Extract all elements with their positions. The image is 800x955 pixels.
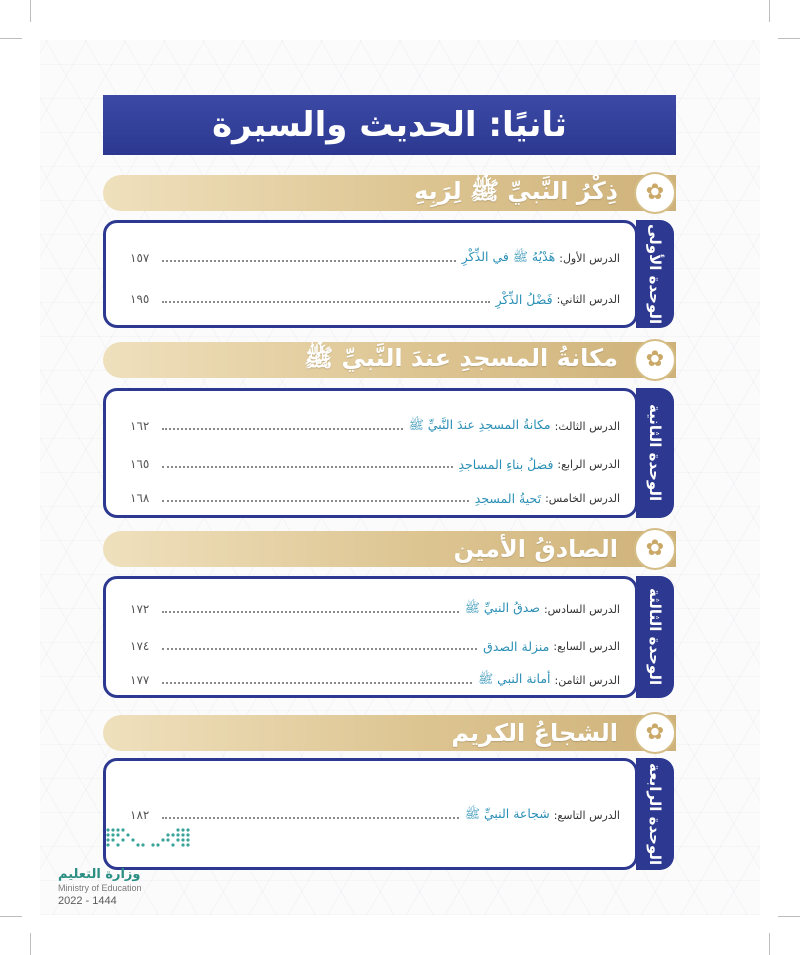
lesson-label: الدرس الثامن: (554, 673, 620, 687)
lesson-box-1 (103, 220, 638, 328)
lesson-row[interactable] (130, 598, 620, 620)
unit-tab-label: الوحدة الثالثة (646, 588, 664, 686)
lesson-title[interactable]: منزلة الصدق (483, 638, 550, 654)
unit-header-1 (103, 175, 676, 211)
dot-leader (162, 466, 453, 468)
dot-leader (162, 500, 469, 502)
lesson-title[interactable]: هَدْيُهُ ﷺ في الذِّكْرِ (461, 248, 556, 264)
lesson-row[interactable] (130, 487, 620, 509)
unit-tab-label: الوحدة الرابعة (646, 762, 664, 866)
lesson-page-number: ١٧٢ (130, 602, 150, 616)
crop-mark (778, 916, 800, 917)
lesson-label: الدرس الرابع: (557, 457, 620, 471)
flower-emblem-icon: ✿ (634, 339, 676, 381)
unit-title: الشجاعُ الكريم (451, 719, 618, 747)
ministry-logo-dots-icon (104, 826, 194, 848)
lesson-page-number: ١٦٥ (130, 457, 150, 471)
dot-leader (162, 648, 477, 650)
crop-mark (769, 933, 770, 955)
crop-mark (30, 933, 31, 955)
unit-tab-2 (636, 388, 674, 518)
crop-mark (0, 916, 22, 917)
lesson-title[interactable]: تَحيةُ المسجدِ (474, 490, 542, 506)
lesson-label: الدرس السادس: (543, 602, 620, 616)
unit-tab-1 (636, 220, 674, 328)
lesson-row[interactable] (130, 669, 620, 691)
lesson-title[interactable]: فَضْلُ الذِّكْرِ (495, 291, 553, 307)
crop-mark (778, 38, 800, 39)
section-title-banner (103, 95, 676, 155)
lesson-page-number: ١٥٧ (130, 251, 150, 265)
unit-title: مكانةُ المسجدِ عندَ النَّبيِّ ﷺ (304, 343, 618, 372)
dot-leader (162, 682, 472, 684)
unit-header-3 (103, 531, 676, 567)
lesson-page-number: ١٦٢ (130, 419, 150, 433)
crop-mark (30, 0, 31, 22)
edition-year: 2022 - 1444 (58, 895, 117, 907)
lesson-title[interactable]: فضلُ بناءِ المساجدِ (458, 456, 554, 472)
lesson-row[interactable] (130, 415, 620, 437)
lesson-label: الدرس السابع: (553, 639, 620, 653)
flower-emblem-icon: ✿ (634, 712, 676, 754)
ministry-name-english: Ministry of Education (58, 883, 142, 893)
lesson-row[interactable] (130, 288, 620, 310)
unit-tab-label: الوحدة الأولى (646, 223, 664, 325)
lesson-page-number: ١٧٤ (130, 639, 150, 653)
crop-mark (769, 0, 770, 22)
lesson-page-number: ١٦٨ (130, 491, 150, 505)
lesson-page-number: ١٩٥ (130, 292, 150, 306)
unit-title: الصادقُ الأمين (453, 535, 618, 563)
lesson-title[interactable]: مكانةُ المسجدِ عندَ النَّبيِّ ﷺ (408, 416, 551, 432)
section-title: ثانيًا: الحديث والسيرة (212, 105, 567, 145)
lesson-title[interactable]: أمانة النبي ﷺ (478, 670, 551, 686)
dot-leader (162, 428, 403, 430)
lesson-title[interactable]: صدقُ النبيِّ ﷺ (464, 599, 540, 615)
crop-mark (0, 38, 22, 39)
unit-tab-3 (636, 576, 674, 698)
dot-leader (162, 301, 490, 303)
lesson-label: الدرس الثالث: (554, 419, 620, 433)
lesson-label: الدرس الثاني: (556, 292, 620, 306)
flower-emblem-icon: ✿ (634, 172, 676, 214)
lesson-row[interactable] (130, 804, 620, 826)
unit-tab-4 (636, 758, 674, 870)
lesson-page-number: ١٨٢ (130, 808, 150, 822)
dot-leader (162, 817, 459, 819)
flower-emblem-icon: ✿ (634, 528, 676, 570)
unit-header-4 (103, 715, 676, 751)
dot-leader (162, 260, 456, 262)
lesson-label: الدرس الأول: (559, 251, 620, 265)
lesson-page-number: ١٧٧ (130, 673, 150, 687)
ministry-logo (100, 826, 195, 866)
lesson-label: الدرس الخامس: (545, 491, 620, 505)
lesson-row[interactable] (130, 247, 620, 269)
dot-leader (162, 611, 459, 613)
lesson-title[interactable]: شجاعة النبيِّ ﷺ (464, 805, 550, 821)
unit-header-2 (103, 342, 676, 378)
unit-tab-label: الوحدة الثانية (646, 404, 664, 502)
lesson-row[interactable] (130, 635, 620, 657)
unit-title: ذِكْرُ النَّبيِّ ﷺ لِرَبِهِ (414, 176, 618, 205)
ministry-name-arabic: وزارة التعليم (58, 867, 141, 882)
lesson-row[interactable] (130, 453, 620, 475)
lesson-label: الدرس التاسع: (553, 808, 620, 822)
